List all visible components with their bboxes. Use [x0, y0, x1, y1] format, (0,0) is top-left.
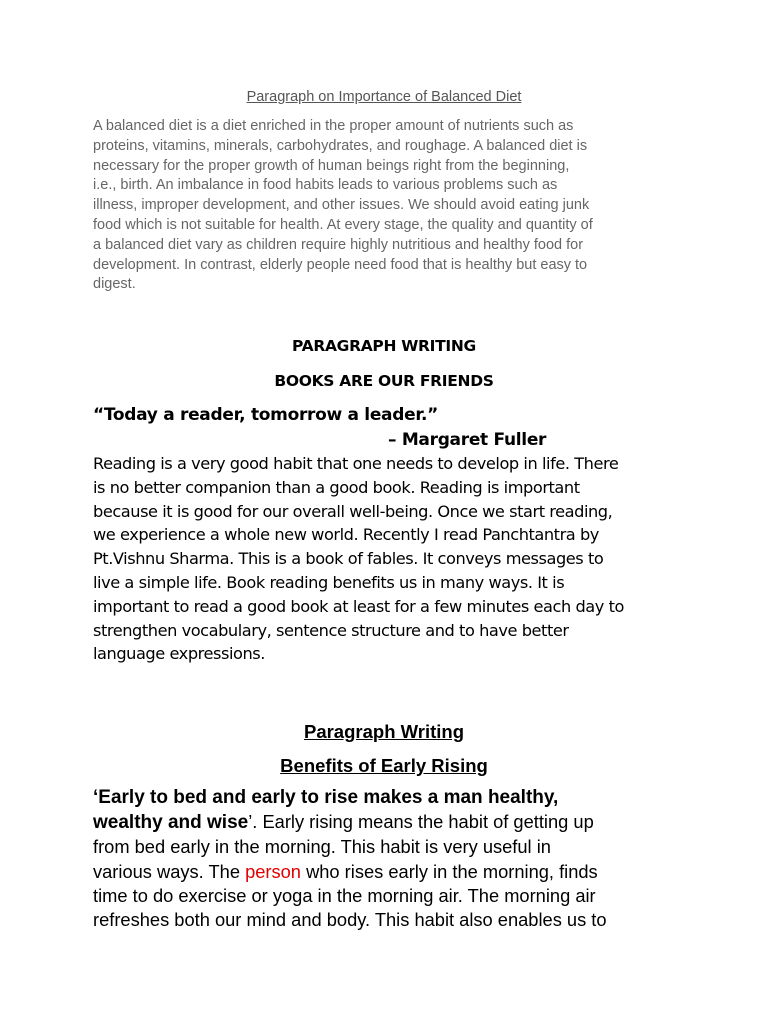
highlighted-word: person	[245, 860, 301, 882]
paragraph-line: development. In contrast, elderly people need food that is healthy but easy to	[93, 256, 588, 273]
paragraph-line: Reading is a very good habit that one needs to develop in life. There	[93, 454, 619, 473]
paragraph-line: important to read a good book at least for a few minutes each day to	[93, 596, 624, 616]
paragraph-line: proteins, vitamins, minerals, carbohydrates, and roughage. A balanced diet is	[93, 137, 588, 154]
paragraph-line: refreshes both our mind and body. This habit also enables us to	[93, 909, 607, 931]
paragraph-line	[93, 810, 693, 835]
paragraph-line: food which is not suitable for health. At every stage, the quality and quantity of	[93, 216, 593, 233]
early-rising-paragraph	[93, 786, 693, 932]
paragraph-line: Pt.Vishnu Sharma. This is a book of fables. It conveys messages to	[93, 549, 604, 569]
paragraph-line: live a simple life. Book reading benefits us in many ways. It is	[93, 572, 565, 592]
paragraph-writing-subheading: Paragraph Writing	[303, 721, 464, 742]
books-friends-title: BOOKS ARE OUR FRIENDS	[274, 372, 494, 390]
proverb-line: ‘Early to bed and early to rise makes a man healthy,	[93, 787, 559, 808]
proverb-continuation: ’. Early rising means the habit of getting up	[248, 811, 594, 833]
quote-author: – Margaret Fuller	[388, 430, 547, 450]
paragraph-line	[93, 860, 693, 884]
paragraph-writing-heading: PARAGRAPH WRITING	[292, 337, 476, 355]
proverb-end: wealthy and wise	[93, 812, 249, 834]
reader-leader-quote: “Today a reader, tomorrow a leader.”	[93, 405, 439, 425]
paragraph-line: digest.	[93, 276, 136, 293]
paragraph-line: because it is good for our overall well-being. Once we start reading,	[93, 501, 613, 521]
balanced-diet-paragraph	[93, 117, 683, 295]
paragraph-line: language expressions.	[93, 644, 265, 664]
paragraph-line: we experience a whole new world. Recently I read Panchtantra by	[93, 525, 599, 545]
early-rising-title: Benefits of Early Rising	[280, 755, 488, 776]
paragraph-line: time to do exercise or yoga in the morning air. The morning air	[93, 884, 596, 906]
paragraph-line: is no better companion than a good book. Reading is important	[93, 477, 580, 497]
paragraph-line: from bed early in the morning. This habit is very useful in	[93, 836, 551, 858]
paragraph-line: i.e., birth. An imbalance in food habits leads to various problems such as	[93, 177, 558, 194]
paragraph-line: strengthen vocabulary, sentence structure and to have better	[93, 620, 569, 640]
paragraph-line: illness, improper development, and other issues. We should avoid eating junk	[93, 197, 590, 214]
line-text-end: who rises early in the morning, finds	[300, 860, 598, 882]
line-text-start: various ways. The	[93, 860, 246, 882]
books-paragraph	[93, 452, 683, 666]
paragraph-line: necessary for the proper growth of human beings right from the beginning,	[93, 157, 570, 174]
balanced-diet-title: Paragraph on Importance of Balanced Diet	[246, 89, 522, 105]
paragraph-line: A balanced diet is a diet enriched in the proper amount of nutrients such as	[93, 118, 574, 134]
paragraph-line: a balanced diet vary as children require highly nutritious and healthy food for	[93, 236, 584, 253]
